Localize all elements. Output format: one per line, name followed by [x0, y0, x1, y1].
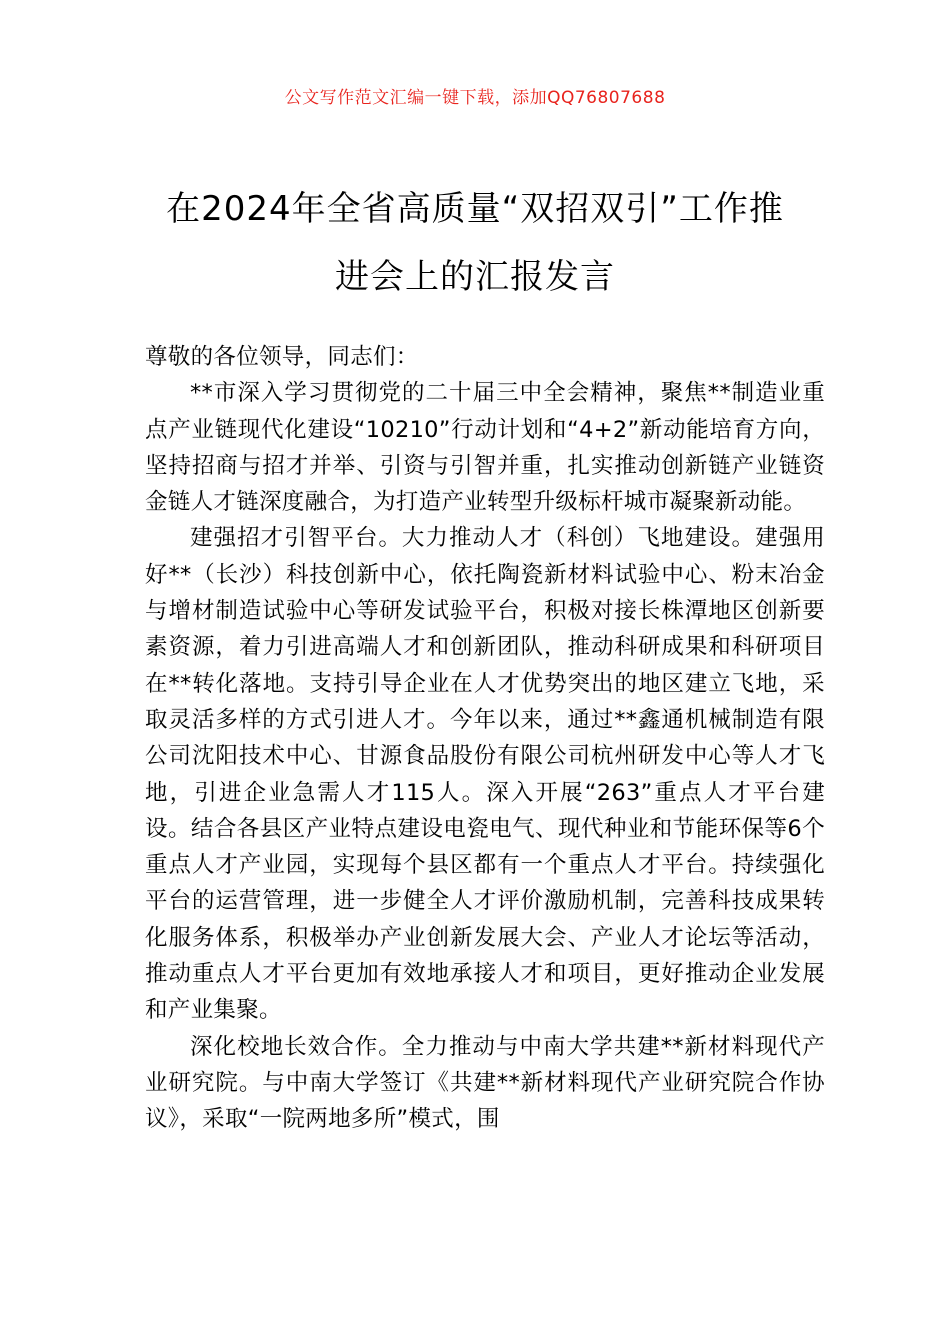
paragraph-platform: 建强招才引智平台。大力推动人才（科创）飞地建设。建强用好**（长沙）科技创新中心，依托陶瓷新材料试验中心、粉末冶金与增材制造试验中心等研发试验平台，积极对接长株潭地区创新要素资源，着力引进高端人才和创新团队，推动科研成果和科研项目在**转化落地。支持引导企业在人才优势突出的地区建立飞地，采取灵活多样的方式引进人才。今年以来，通过**鑫通机械制造有限公司沈阳技术中心、甘源食品股份有限公司杭州研发中心等人才飞地，引进企业急需人才115人。深入开展“263”重点人才平台建设。结合各县区产业特点建设电瓷电气、现代种业和节能环保等6个重点人才产业园，实现每个县区都有一个重点人才平台。持续强化平台的运营管理，进一步健全人才评价激励机制，完善科技成果转化服务体系，积极举办产业创新发展大会、产业人才论坛等活动，推动重点人才平台更加有效地承接人才和项目，更好推动企业发展和产业集聚。 [145, 525, 825, 1024]
download-banner: 公文写作范文汇编一键下载，添加QQ76807688 [284, 88, 666, 108]
document-title [100, 175, 850, 311]
title-line-1: 在2024年全省高质量“双招双引”工作推 [166, 189, 784, 229]
title-line-2: 进会上的汇报发言 [335, 257, 615, 297]
document-body [145, 339, 825, 1138]
paragraph-intro: **市深入学习贯彻党的二十届三中全会精神，聚焦**制造业重点产业链现代化建设“10210”行动计划和“4+2”新动能培育方向，坚持招商与招才并举、引资与引智并重，扎实推动创新链产业链资金链人才链深度融合，为打造产业转型升级标杆城市凝聚新动能。 [145, 380, 825, 516]
salutation: 尊敬的各位领导，同志们： [145, 344, 419, 370]
paragraph-cooperation: 深化校地长效合作。全力推动与中南大学共建**新材料现代产业研究院。与中南大学签订《共建**新材料现代产业研究院合作协议》，采取“一院两地多所”模式，围 [145, 1033, 825, 1133]
